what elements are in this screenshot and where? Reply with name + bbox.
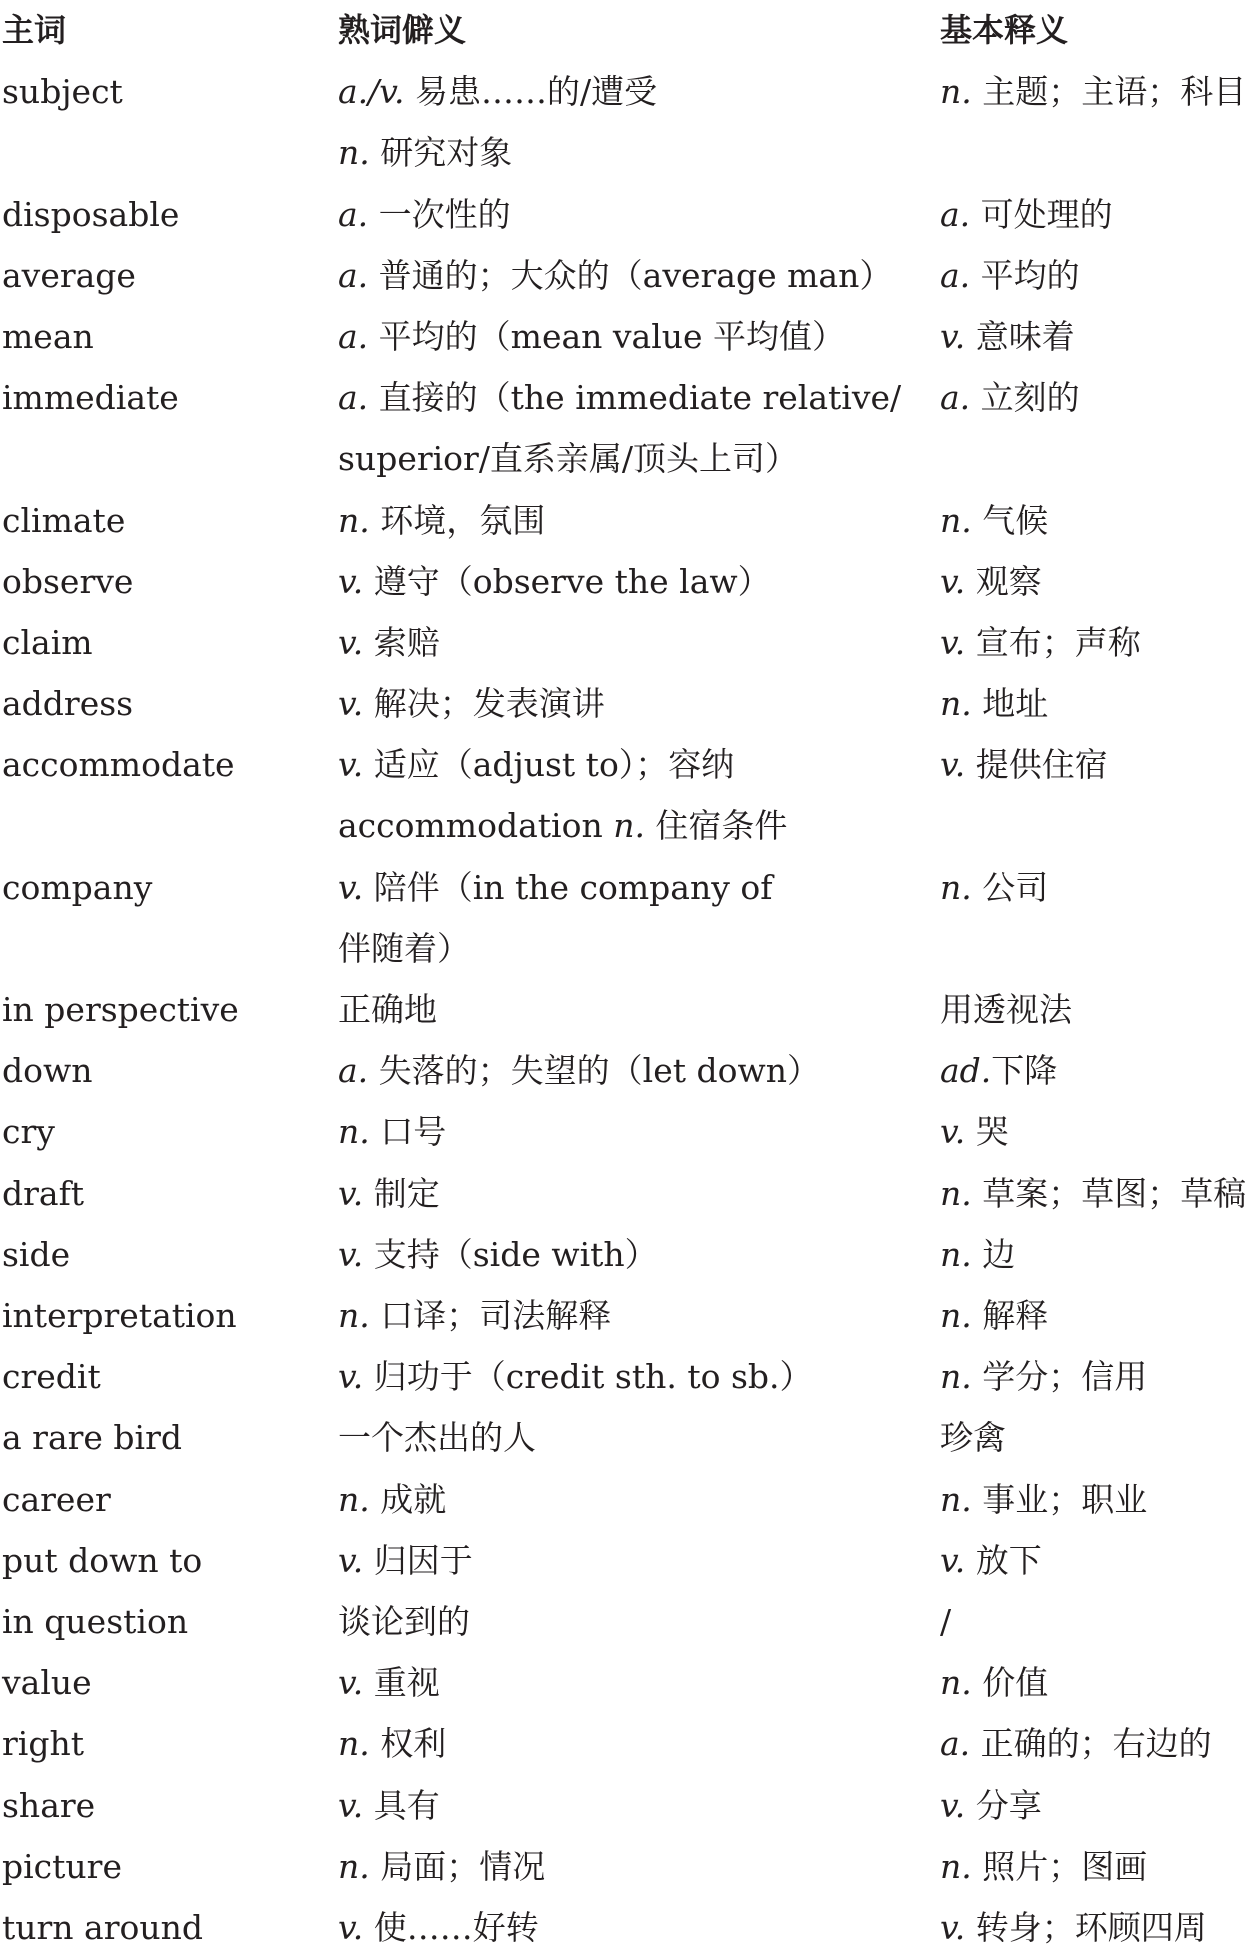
basic-meaning-cell <box>940 1346 1147 1407</box>
rare-meaning-line <box>338 1040 820 1101</box>
rare-meaning-line <box>338 551 771 612</box>
meaning-text: 解决；发表演讲 <box>363 684 605 724</box>
table-row <box>0 551 1253 612</box>
part-of-speech: n. <box>940 1173 972 1213</box>
word-cell: mean <box>2 316 94 356</box>
meaning-text: 放下 <box>965 1540 1042 1580</box>
meaning-text: 草案；草图；草稿 <box>971 1173 1247 1213</box>
basic-meaning-cell <box>940 1836 1147 1897</box>
basic-meaning-cell <box>940 857 1048 918</box>
part-of-speech: n. <box>940 684 972 724</box>
rare-meaning-line <box>338 734 734 795</box>
part-of-speech: a. <box>940 378 971 418</box>
part-of-speech: v. <box>338 745 364 785</box>
basic-meaning-cell <box>940 1163 1246 1224</box>
rare-meaning-line <box>338 1469 446 1530</box>
rare-meaning-line <box>338 857 772 918</box>
word-cell: side <box>2 1234 71 1274</box>
rare-meaning-line <box>338 61 657 122</box>
basic-meaning-cell <box>940 551 1042 612</box>
table-row <box>0 734 1253 856</box>
rare-meaning-line <box>338 1407 536 1468</box>
basic-meaning-cell <box>940 1407 1006 1468</box>
meaning-text: 陪伴（in the company of <box>363 867 773 907</box>
basic-meaning-cell <box>940 245 1080 306</box>
part-of-speech: v. <box>338 1173 364 1213</box>
meaning-text: 适应（adjust to）；容纳 <box>363 745 735 785</box>
meaning-text: 主题；主语；科目 <box>971 72 1247 112</box>
meaning-text: / <box>940 1601 952 1641</box>
basic-meaning-cell <box>940 1285 1048 1346</box>
part-of-speech: v. <box>338 1357 364 1397</box>
part-of-speech: a. <box>940 194 971 234</box>
part-of-speech: v. <box>338 561 364 601</box>
part-of-speech: n. <box>940 1296 972 1335</box>
meaning-text: 归因于 <box>363 1540 473 1580</box>
basic-meaning-cell <box>940 1652 1048 1713</box>
table-row <box>0 1897 1253 1958</box>
part-of-speech: n. <box>613 806 645 846</box>
table-row <box>0 1163 1253 1224</box>
part-of-speech: v. <box>940 1907 966 1947</box>
part-of-speech: v. <box>338 867 364 907</box>
word-cell: company <box>2 867 153 907</box>
table-row <box>0 1407 1253 1468</box>
meaning-text: 地址 <box>971 684 1049 724</box>
word-cell: share <box>2 1785 96 1825</box>
part-of-speech: v. <box>940 1112 966 1152</box>
rare-meaning-line <box>338 1775 440 1836</box>
part-of-speech: n. <box>940 1234 972 1274</box>
basic-meaning-cell <box>940 184 1113 245</box>
word-cell: in question <box>2 1601 189 1641</box>
part-of-speech: n. <box>338 1296 370 1335</box>
word-cell: accommodate <box>2 745 235 785</box>
meaning-text: 环境，氛围 <box>369 500 546 540</box>
table-row <box>0 61 1253 183</box>
basic-meaning-cell <box>940 1469 1147 1530</box>
word-cell: picture <box>2 1846 122 1886</box>
part-of-speech: v. <box>338 1907 364 1947</box>
meaning-text: 提供住宿 <box>965 745 1108 785</box>
rare-meaning-line <box>338 979 437 1040</box>
rare-meaning-line <box>338 490 545 551</box>
table-row <box>0 1040 1253 1101</box>
meaning-text: 边 <box>971 1234 1016 1274</box>
table-row <box>0 1652 1253 1713</box>
basic-meaning-cell <box>940 306 1075 367</box>
meaning-text: 研究对象 <box>369 133 513 173</box>
word-cell: turn around <box>2 1907 203 1947</box>
basic-meaning-cell <box>940 1101 1009 1162</box>
rare-meaning-line <box>338 1346 813 1407</box>
meaning-text: 一次性的 <box>368 194 511 234</box>
part-of-speech: n. <box>338 1724 370 1764</box>
word-cell: claim <box>2 622 93 662</box>
part-of-speech: a. <box>940 1724 971 1764</box>
word-cell: in perspective <box>2 990 239 1030</box>
part-of-speech: n. <box>940 500 972 540</box>
table-row <box>0 1591 1253 1652</box>
part-of-speech: n. <box>940 1357 972 1397</box>
meaning-text: 谈论到的 <box>338 1601 470 1641</box>
meaning-text: 分享 <box>965 1785 1042 1825</box>
table-header <box>0 0 1253 61</box>
rare-meaning-line <box>338 184 511 245</box>
word-cell: credit <box>2 1357 101 1397</box>
basic-meaning-cell <box>940 1775 1042 1836</box>
table-row <box>0 1530 1253 1591</box>
rare-meaning-line <box>338 245 892 306</box>
meaning-text: 事业；职业 <box>971 1479 1148 1519</box>
rare-meaning-line <box>338 306 845 367</box>
meaning-text: 平均的 <box>970 255 1080 295</box>
part-of-speech: n. <box>940 1479 972 1519</box>
meaning-text: 转身；环顾四周 <box>965 1907 1207 1947</box>
meaning-text: 住宿条件 <box>644 806 788 846</box>
meaning-text: 平均的（mean value 平均值） <box>368 316 846 356</box>
part-of-speech: v. <box>940 561 966 601</box>
meaning-text: 解释 <box>971 1296 1049 1335</box>
table-row <box>0 1775 1253 1836</box>
basic-meaning-cell <box>940 1224 1015 1285</box>
meaning-text: 普通的；大众的（average man） <box>368 255 893 295</box>
meaning-text: 气候 <box>971 500 1049 540</box>
word-cell: disposable <box>2 194 180 234</box>
meaning-text: 归功于（credit sth. to sb.） <box>363 1357 813 1397</box>
meaning-text: 制定 <box>363 1173 440 1213</box>
word-cell: down <box>2 1051 93 1091</box>
basic-meaning-cell <box>940 734 1108 795</box>
part-of-speech: a. <box>338 378 369 418</box>
meaning-text: 观察 <box>965 561 1042 601</box>
rare-meaning-line <box>338 612 440 673</box>
meaning-text: 可处理的 <box>970 194 1113 234</box>
meaning-text: 口译；司法解释 <box>369 1296 612 1335</box>
meaning-text: 成就 <box>369 1479 447 1519</box>
meaning-text: superior/直系亲属/顶头上司） <box>338 439 799 479</box>
basic-meaning-cell <box>940 367 1080 428</box>
part-of-speech: v. <box>940 1785 966 1825</box>
basic-meaning-cell <box>940 612 1141 673</box>
word-cell: cry <box>2 1112 55 1152</box>
rare-meaning-line <box>338 1836 545 1897</box>
meaning-text: 宣布；声称 <box>965 622 1141 662</box>
part-of-speech: v. <box>338 622 364 662</box>
rare-meaning-line <box>338 1163 440 1224</box>
basic-meaning-cell <box>940 1040 1057 1101</box>
meaning-text: 学分；信用 <box>971 1357 1148 1397</box>
meaning-text: 正确的；右边的 <box>970 1724 1212 1764</box>
meaning-text: 意味着 <box>965 316 1075 356</box>
meaning-text: 珍禽 <box>940 1418 1006 1458</box>
header-word: 主词 <box>2 11 67 49</box>
meaning-text: 易患……的/遭受 <box>404 72 658 112</box>
basic-meaning-cell <box>940 490 1048 551</box>
table-row <box>0 1101 1253 1162</box>
basic-meaning-cell <box>940 1713 1212 1774</box>
rare-meaning-line <box>338 673 605 734</box>
word-cell: observe <box>2 561 134 601</box>
table-row <box>0 1469 1253 1530</box>
word-cell: right <box>2 1724 84 1764</box>
rare-meaning-line <box>338 1591 470 1652</box>
basic-meaning-cell <box>940 1591 951 1652</box>
table-row <box>0 673 1253 734</box>
rare-meaning-line <box>338 428 798 489</box>
part-of-speech: a. <box>338 255 369 295</box>
meaning-text: 权利 <box>369 1724 447 1764</box>
part-of-speech: a. <box>338 1051 369 1091</box>
meaning-text: 公司 <box>971 867 1049 907</box>
table-row <box>0 1713 1253 1774</box>
meaning-text: 重视 <box>363 1663 440 1703</box>
meaning-text: 口号 <box>369 1112 447 1152</box>
part-of-speech: v. <box>940 622 966 662</box>
part-of-speech: v. <box>338 1234 364 1274</box>
part-of-speech: v. <box>338 1663 364 1703</box>
part-of-speech: a. <box>338 194 369 234</box>
table-row <box>0 367 1253 489</box>
meaning-text: 失落的；失望的（let down） <box>368 1051 820 1091</box>
word-cell: immediate <box>2 378 179 418</box>
basic-meaning-cell <box>940 979 1072 1040</box>
meaning-text: 具有 <box>363 1785 440 1825</box>
table-row <box>0 1836 1253 1897</box>
rare-meaning-line <box>338 1224 658 1285</box>
meaning-text: 局面；情况 <box>369 1846 546 1886</box>
word-cell: draft <box>2 1173 85 1213</box>
basic-meaning-cell <box>940 61 1246 122</box>
rare-meaning-line <box>338 1530 473 1591</box>
part-of-speech: n. <box>338 1112 370 1152</box>
part-of-speech: n. <box>338 133 370 173</box>
table-row <box>0 1346 1253 1407</box>
table-row <box>0 979 1253 1040</box>
meaning-text: 遵守（observe the law） <box>363 561 771 601</box>
part-of-speech: n. <box>940 72 972 112</box>
meaning-text: 哭 <box>965 1112 1009 1152</box>
table-row <box>0 184 1253 245</box>
table-row <box>0 306 1253 367</box>
rare-meaning-line <box>338 1285 611 1346</box>
word-cell: average <box>2 255 136 295</box>
meaning-text: 直接的（the immediate relative/ <box>368 378 902 418</box>
meaning-text: 照片；图画 <box>971 1846 1148 1886</box>
table-row <box>0 1224 1253 1285</box>
part-of-speech: ad. <box>940 1051 992 1091</box>
part-of-speech: v. <box>940 745 966 785</box>
part-of-speech: v. <box>338 684 364 724</box>
table-row <box>0 857 1253 979</box>
part-of-speech: v. <box>940 316 966 356</box>
word-cell: interpretation <box>2 1296 237 1335</box>
meaning-text: accommodation <box>338 806 614 846</box>
meaning-text: 使……好转 <box>363 1907 539 1947</box>
part-of-speech: a./v. <box>338 72 405 112</box>
meaning-text: 支持（side with） <box>363 1234 658 1274</box>
word-cell: value <box>2 1663 92 1703</box>
basic-meaning-cell <box>940 1897 1207 1958</box>
meaning-text: 一个杰出的人 <box>338 1418 536 1458</box>
meaning-text: 伴随着） <box>338 928 470 968</box>
table-row <box>0 490 1253 551</box>
part-of-speech: n. <box>940 1846 972 1886</box>
meaning-text: 下降 <box>991 1051 1058 1091</box>
meaning-text: 正确地 <box>338 990 437 1030</box>
word-cell: career <box>2 1479 111 1519</box>
part-of-speech: n. <box>338 1846 370 1886</box>
word-cell: subject <box>2 72 123 112</box>
word-cell: a rare bird <box>2 1418 182 1458</box>
part-of-speech: v. <box>338 1540 364 1580</box>
header-rare-meaning: 熟词僻义 <box>338 11 467 49</box>
rare-meaning-line <box>338 1897 539 1958</box>
part-of-speech: v. <box>338 1785 364 1825</box>
table-row <box>0 1285 1253 1346</box>
part-of-speech: n. <box>338 500 370 540</box>
basic-meaning-cell <box>940 1530 1042 1591</box>
meaning-text: 用透视法 <box>940 990 1072 1030</box>
header-basic-meaning: 基本释义 <box>940 11 1069 49</box>
rare-meaning-line <box>338 918 470 979</box>
part-of-speech: a. <box>940 255 971 295</box>
part-of-speech: n. <box>940 867 972 907</box>
word-cell: climate <box>2 500 126 540</box>
meaning-text: 索赔 <box>363 622 440 662</box>
basic-meaning-cell <box>940 673 1048 734</box>
word-cell: put down to <box>2 1540 203 1580</box>
rare-meaning-line <box>338 795 787 856</box>
rare-meaning-line <box>338 367 901 428</box>
part-of-speech: a. <box>338 316 369 356</box>
rare-meaning-line <box>338 1101 446 1162</box>
rare-meaning-line <box>338 122 512 183</box>
table-row <box>0 245 1253 306</box>
meaning-text: 价值 <box>971 1663 1049 1703</box>
rare-meaning-line <box>338 1713 446 1774</box>
part-of-speech: n. <box>940 1663 972 1703</box>
part-of-speech: v. <box>940 1540 966 1580</box>
table-row <box>0 612 1253 673</box>
part-of-speech: n. <box>338 1479 370 1519</box>
rare-meaning-line <box>338 1652 440 1713</box>
word-cell: address <box>2 684 134 724</box>
meaning-text: 立刻的 <box>970 378 1080 418</box>
